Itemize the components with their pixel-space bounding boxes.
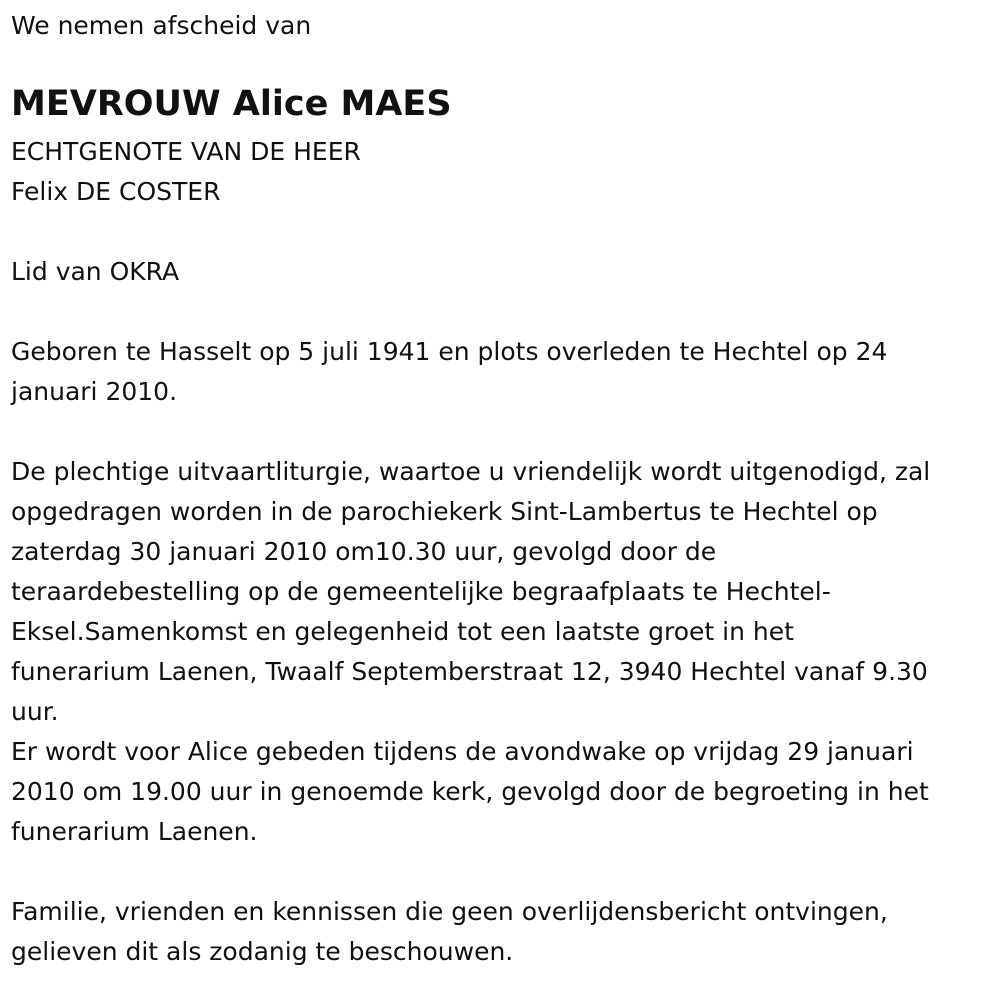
spacer bbox=[11, 852, 995, 892]
vigil-paragraph bbox=[11, 732, 995, 852]
spacer bbox=[11, 212, 995, 252]
spouse-title: ECHTGENOTE VAN DE HEER bbox=[11, 137, 361, 166]
paragraph-line: januari 2010. bbox=[11, 377, 178, 406]
paragraph-line: funerarium Laenen, Twaalf Septemberstraat 12, 3940 Hechtel vanaf 9.30 bbox=[11, 657, 928, 686]
death-notice bbox=[11, 6, 995, 972]
intro-text: We nemen afscheid van bbox=[11, 11, 312, 40]
deceased-name: MEVROUW Alice MAES bbox=[11, 84, 452, 124]
birth-death-paragraph bbox=[11, 332, 995, 412]
spacer bbox=[11, 292, 995, 332]
spouse-name: Felix DE COSTER bbox=[11, 177, 221, 206]
funeral-paragraph bbox=[11, 452, 995, 732]
paragraph-line: opgedragen worden in de parochiekerk Sint-Lambertus te Hechtel op bbox=[11, 497, 878, 526]
spacer bbox=[11, 412, 995, 452]
paragraph-line: gelieven dit als zodanig te beschouwen. bbox=[11, 937, 514, 966]
paragraph-line: uur. bbox=[11, 697, 59, 726]
membership-text: Lid van OKRA bbox=[11, 257, 180, 286]
paragraph-line: De plechtige uitvaartliturgie, waartoe u vriendelijk wordt uitgenodigd, zal bbox=[11, 457, 931, 486]
paragraph-line: teraardebestelling op de gemeentelijke begraafplaats te Hechtel- bbox=[11, 577, 831, 606]
paragraph-line: Geboren te Hasselt op 5 juli 1941 en plots overleden te Hechtel op 24 bbox=[11, 337, 888, 366]
paragraph-line: Er wordt voor Alice gebeden tijdens de avondwake op vrijdag 29 januari bbox=[11, 737, 914, 766]
paragraph-line: zaterdag 30 januari 2010 om10.30 uur, gevolgd door de bbox=[11, 537, 717, 566]
paragraph-line: Eksel.Samenkomst en gelegenheid tot een laatste groet in het bbox=[11, 617, 794, 646]
paragraph-line: Familie, vrienden en kennissen die geen overlijdensbericht ontvingen, bbox=[11, 897, 888, 926]
paragraph-line: 2010 om 19.00 uur in genoemde kerk, gevolgd door de begroeting in het bbox=[11, 777, 929, 806]
paragraph-line: funerarium Laenen. bbox=[11, 817, 258, 846]
closing-paragraph bbox=[11, 892, 995, 972]
